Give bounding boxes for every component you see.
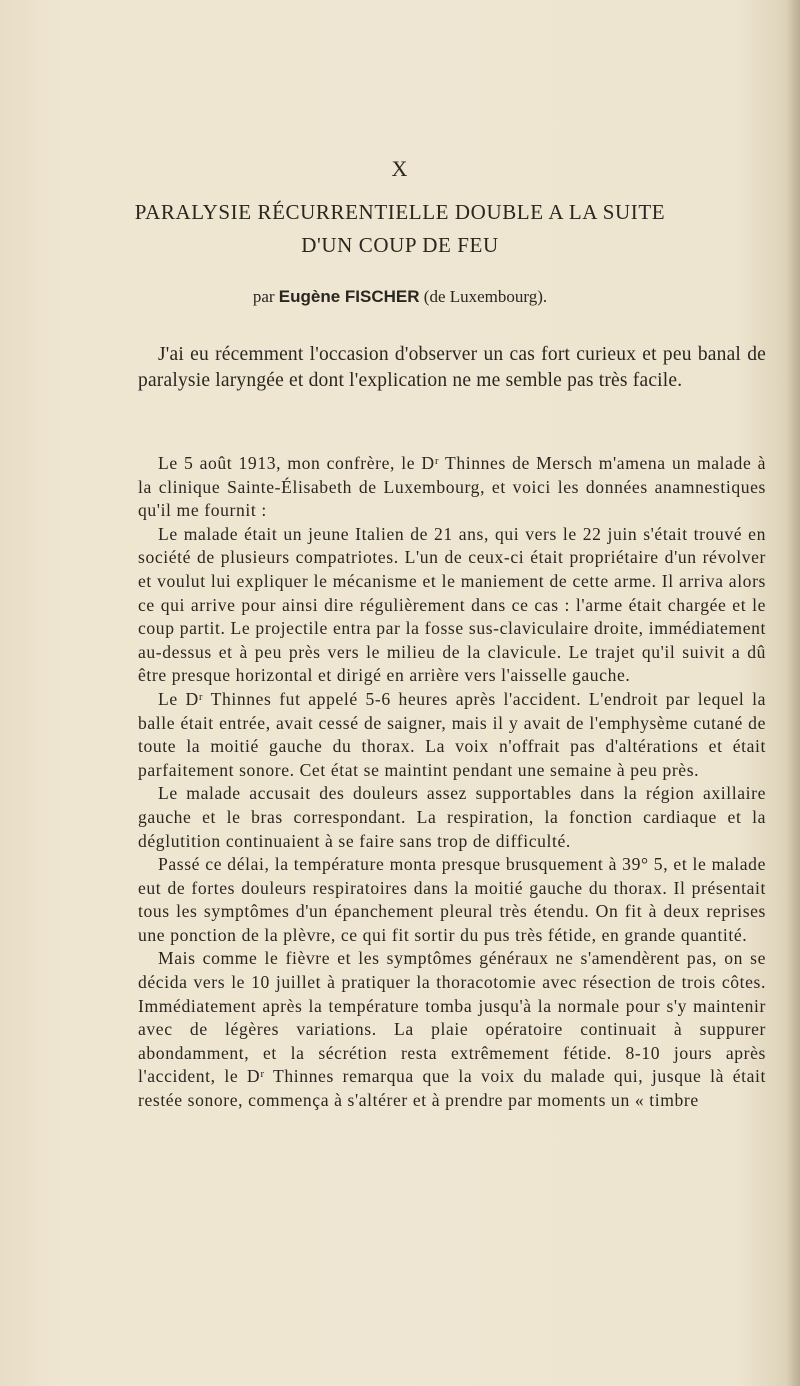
paragraph: Le 5 août 1913, mon confrère, le Dʳ Thinnes de Mersch m'amena un malade à la clinique Sainte-Élisabeth de Luxembourg, et voici les données anamnestiques qu'il me fournit : — [138, 453, 766, 521]
author-name: Eugène FISCHER — [278, 287, 420, 306]
paragraph: Le Dʳ Thinnes fut appelé 5-6 heures après l'accident. L'endroit par lequel la balle était entrée, avait cessé de saigner, mais il y avait de l'emphysème cutané de toute la moitié gauche du thorax. La voix n'offrait pas d'altérations et était parfaitement sonore. Cet état se maintint pendant une semaine à peu près. — [138, 688, 766, 780]
page-edge-shadow — [786, 0, 800, 1386]
body-text — [138, 452, 766, 1113]
chapter-title-line-2: D'UN COUP DE FEU — [301, 233, 499, 257]
chapter-title-line-1: PARALYSIE RÉCURRENTIELLE DOUBLE A LA SUITE — [134, 200, 666, 224]
intro-text — [138, 342, 766, 394]
byline — [0, 287, 800, 307]
author-affiliation: (de Luxembourg). — [423, 287, 548, 306]
paragraph: Le malade accusait des douleurs assez supportables dans la région axillaire gauche et le bras correspondant. La respiration, la fonction cardiaque et la déglutition continuaient à se faire sans trop de difficulté. — [138, 783, 766, 851]
chapter-number: X — [391, 156, 409, 181]
paragraph: Le malade était un jeune Italien de 21 ans, qui vers le 22 juin s'était trouvé en société de plusieurs compatriotes. L'un de ceux-ci était propriétaire d'un révolver et voulut lui expliquer le mécanisme et le maniement de cette arme. Il arriva alors ce qui arrive pour ainsi dire régulièrement dans ce cas : l'arme était chargée et le coup partit. Le projectile entra par la fosse sus-claviculaire droite, immédiatement au-dessus et à peu près vers le milieu de la clavicule. Le trajet qu'il suivit a dû être presque horizontal et dirigé en arrière vers l'aisselle gauche. — [138, 523, 766, 686]
paragraph: Passé ce délai, la température monta presque brusquement à 39° 5, et le malade eut de fortes douleurs respiratoires dans la moitié gauche du thorax. Il présentait tous les symptômes d'un épanchement pleural très étendu. On fit à deux reprises une ponction de la plèvre, ce qui fit sortir du pus très fétide, en grande quantité. — [138, 854, 766, 945]
paragraph: Mais comme le fièvre et les symptômes généraux ne s'amendèrent pas, on se décida vers le 10 juillet à pratiquer la thoracotomie avec résection de trois côtes. Immédiatement après la température tomba jusqu'à la normale pour s'y maintenir avec de légères variations. La plaie opératoire continuait à suppurer abondamment, et la sécrétion resta extrêmement fétide. 8-10 jours après l'accident, le Dʳ Thinnes remarqua que la voix du malade qui, jusque là était restée sonore, commença à s'altérer et à prendre par moments un « timbre — [138, 948, 766, 1111]
byline-prefix: par — [252, 287, 275, 306]
intro-paragraph: J'ai eu récemment l'occasion d'observer un cas fort curieux et peu banal de paralysie laryngée et dont l'explication ne me semble pas très facile. — [138, 344, 766, 391]
